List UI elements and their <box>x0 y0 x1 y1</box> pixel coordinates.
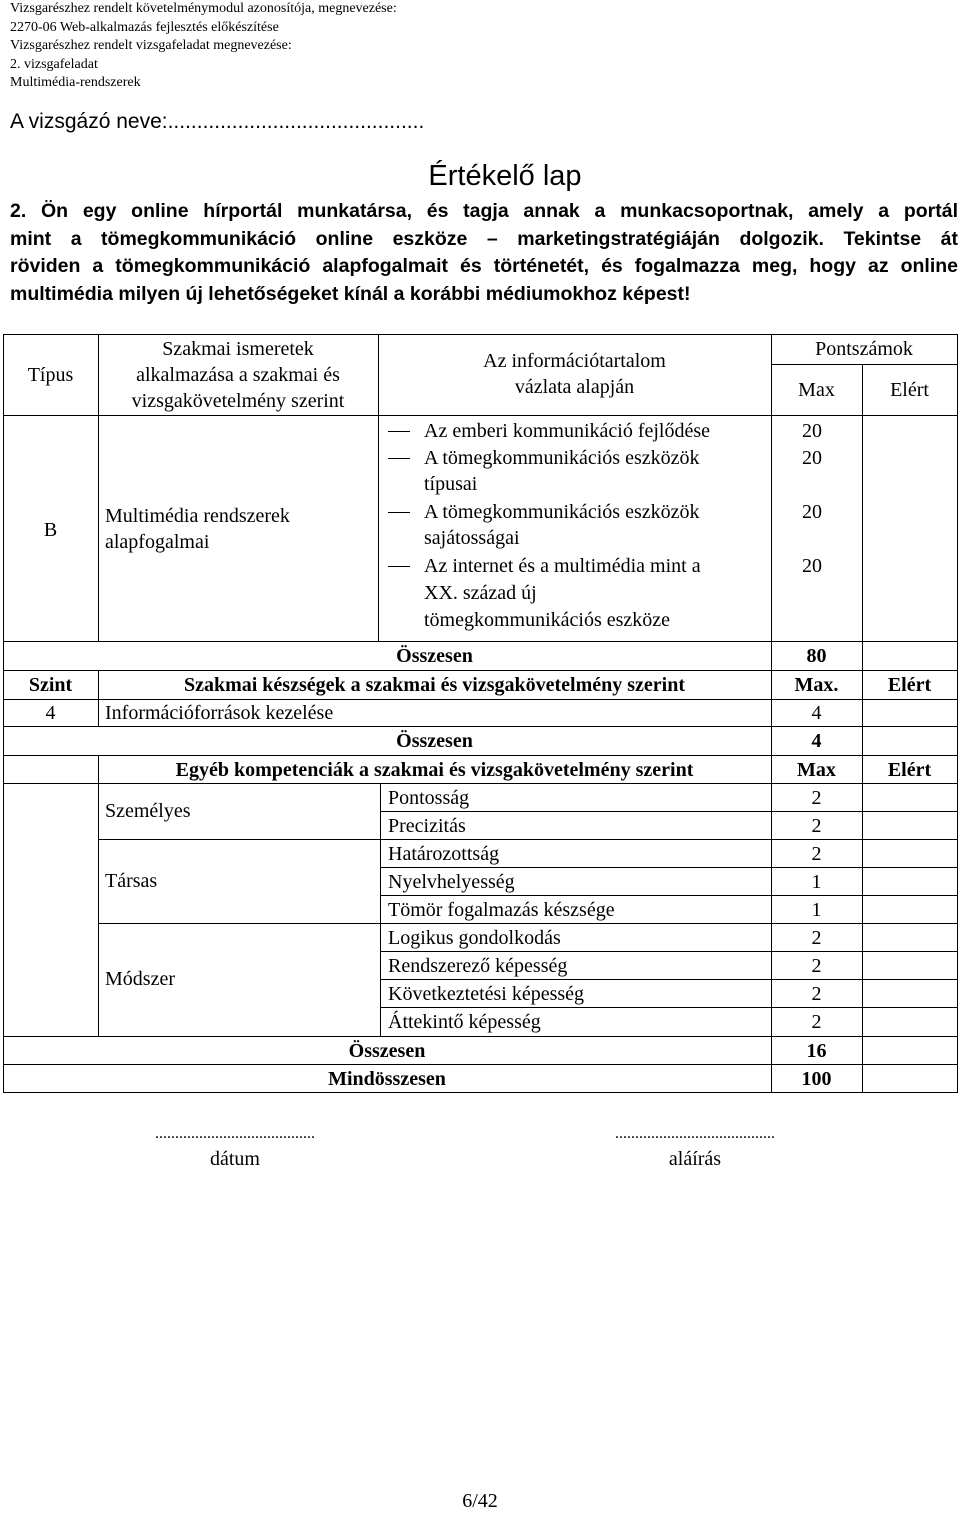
header-elert-3: Elért <box>887 759 932 781</box>
competence-name: Tömör fogalmazás készsége <box>388 899 615 921</box>
header-egyeb: Egyéb kompetenciák a szakmai és vizsgakövetelmény szerint <box>175 759 694 781</box>
type-b: B <box>43 519 58 541</box>
table-line <box>3 1036 958 1037</box>
header-szakmai-line2: alkalmazása a szakmai és <box>136 364 340 386</box>
table-line <box>380 783 381 1036</box>
page-title: Értékelő lap <box>428 160 582 192</box>
table-line <box>380 867 958 868</box>
header-task-label: Vizsgarészhez rendelt vizsgafeladat megnevezése: <box>10 38 292 53</box>
bullet-dash <box>388 512 410 513</box>
table-line <box>3 755 958 756</box>
topic-line2: alapfogalmai <box>105 531 210 553</box>
topic-line1: Multimédia rendszerek <box>105 505 290 527</box>
competence-max: 2 <box>811 815 822 837</box>
competence-name: Pontosság <box>388 787 470 809</box>
szint-value: 4 <box>45 702 56 724</box>
competence-name: Következtetési képesség <box>388 983 585 1005</box>
competence-max: 1 <box>811 871 822 893</box>
bullet-dash <box>388 431 410 432</box>
task-description <box>10 198 958 308</box>
header-elert: Elért <box>890 379 929 401</box>
item-1-max: 20 <box>802 420 822 442</box>
table-line <box>3 415 958 416</box>
table-line <box>3 334 958 335</box>
item-4-max: 20 <box>802 555 822 577</box>
total-value-3: 16 <box>806 1040 827 1062</box>
group-tarsas: Társas <box>105 870 158 892</box>
header-task-name: Multimédia-rendszerek <box>10 75 141 90</box>
header-max: Max <box>798 379 835 401</box>
competence-max: 2 <box>811 955 822 977</box>
task-line-1: 2. Ön egy online hírportál munkatársa, és tagja annak a munkacsoportnak, amely a portál <box>10 200 958 222</box>
header-max-2: Max. <box>794 674 839 696</box>
item-3-text-line1: A tömegkommunikációs eszközök <box>424 501 700 523</box>
item-2-text-line2: típusai <box>424 473 478 495</box>
header-max-3: Max <box>797 759 836 781</box>
document-header <box>10 0 397 93</box>
competence-name: Határozottság <box>388 843 500 865</box>
item-2-text-line1: A tömegkommunikációs eszközök <box>424 447 700 469</box>
page-number: 6/42 <box>462 1490 498 1512</box>
header-task-number: 2. vizsgafeladat <box>10 56 98 72</box>
competence-name: Rendszerező képesség <box>388 955 568 977</box>
table-line <box>380 895 958 896</box>
table-line <box>3 641 958 642</box>
bullet-dash <box>388 458 410 459</box>
competence-max: 2 <box>811 927 822 949</box>
group-modszer: Módszer <box>105 968 175 990</box>
keszseg-item: Információforrások kezelése <box>105 702 334 724</box>
header-szint: Szint <box>28 674 73 696</box>
total-label-1: Összesen <box>396 645 473 667</box>
item-2-max: 20 <box>802 447 822 469</box>
date-dots: ........................................ <box>155 1125 315 1142</box>
item-4-text-line1: Az internet és a multimédia mint a <box>424 555 701 577</box>
task-line-4: multimédia milyen új lehetőségeket kínál a korábbi médiumokhoz képest! <box>10 282 691 305</box>
header-tipus: Típus <box>27 364 74 386</box>
header-elert-2: Elért <box>887 674 932 696</box>
item-4-text-line3: tömegkommunikációs eszköze <box>424 609 671 631</box>
competence-max: 2 <box>811 983 822 1005</box>
competence-max: 2 <box>811 787 822 809</box>
item-3-max: 20 <box>802 501 822 523</box>
table-line <box>380 811 958 812</box>
total-value-2: 4 <box>811 730 822 752</box>
header-szakmai-line3: vizsgakövetelmény szerint <box>131 390 345 412</box>
table-line <box>380 1007 958 1008</box>
candidate-name-line: A vizsgázó neve:............................................ <box>10 110 425 133</box>
item-1-text: Az emberi kommunikáció fejlődése <box>424 420 711 442</box>
header-pontszamok: Pontszámok <box>815 338 913 360</box>
competence-max: 2 <box>811 1011 822 1033</box>
keszseg-max: 4 <box>811 702 822 724</box>
competence-name: Nyelvhelyesség <box>388 871 515 893</box>
task-line-2: mint a tömegkommunikáció online eszköze – marketingstratégiáján dolgozik. Tekintse át <box>10 227 958 250</box>
table-line <box>3 783 958 784</box>
signature-dots: ........................................ <box>615 1125 775 1142</box>
task-line-3: röviden a tömegkommunikáció alapfogalmait és történetét, és fogalmazza meg, hogy az online <box>10 255 958 277</box>
table-line <box>98 923 958 924</box>
table-line <box>771 364 958 365</box>
competence-max: 1 <box>811 899 822 921</box>
grand-total-value: 100 <box>801 1068 832 1090</box>
bullet-dash <box>388 566 410 567</box>
total-label-3: Összesen <box>348 1040 426 1062</box>
item-4-text-line2: XX. század új <box>424 582 537 604</box>
header-info-line2: vázlata alapján <box>514 376 635 398</box>
header-module-name: 2270-06 Web-alkalmazás fejlesztés előkészítése <box>10 19 279 35</box>
item-3-text-line2: sajátosságai <box>424 527 520 549</box>
table-line <box>862 364 863 1092</box>
signature-label: aláírás <box>668 1148 722 1170</box>
table-line <box>3 1092 958 1093</box>
header-szakmai-line1: Szakmai ismeretek <box>162 338 314 360</box>
table-line <box>380 979 958 980</box>
table-line <box>3 670 958 671</box>
group-szemelyes: Személyes <box>105 800 191 822</box>
table-line <box>98 755 99 1036</box>
table-line <box>380 951 958 952</box>
competence-name: Logikus gondolkodás <box>388 927 561 949</box>
header-module-label: Vizsgarészhez rendelt követelménymodul azonosítója, megnevezése: <box>10 1 397 16</box>
table-line <box>957 334 958 1092</box>
total-value-1: 80 <box>806 645 827 667</box>
header-info-line1: Az információtartalom <box>483 350 666 372</box>
total-label-2: Összesen <box>396 730 473 752</box>
table-line <box>3 726 958 727</box>
competence-name: Áttekintő képesség <box>388 1011 541 1033</box>
date-label: dátum <box>210 1148 260 1170</box>
table-line <box>3 1064 958 1065</box>
competence-name: Precizitás <box>388 815 466 837</box>
grand-total-label: Mindösszesen <box>328 1068 446 1090</box>
header-keszsegek: Szakmai készségek a szakmai és vizsgakövetelmény szerint <box>183 674 686 696</box>
competence-max: 2 <box>811 843 822 865</box>
table-line <box>98 839 958 840</box>
